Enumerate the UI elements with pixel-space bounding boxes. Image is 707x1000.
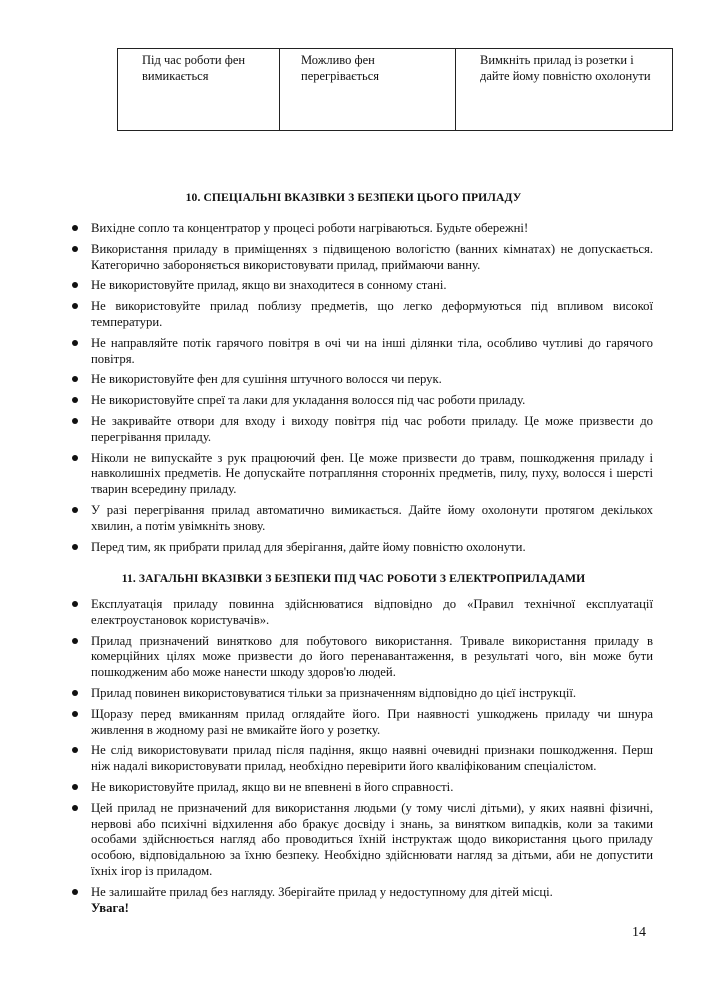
list-item: Не використовуйте прилад, якщо ви не впевнені в його справності. <box>70 780 653 796</box>
list-item: Щоразу перед вмиканням прилад оглядайте його. При наявності ушкоджень приладу чи шнура живлення в жодному разі не вмикайте його у розетку. <box>70 707 653 739</box>
bullet-icon <box>72 784 78 790</box>
section-11-list <box>70 597 653 921</box>
list-item: Прилад призначений винятково для побутового використання. Тривале використання приладу в комерційних цілях може призвести до його перенавантаження, в результаті чого, він може бути пошкодженим або може нанести шкоду здоров'ю людей. <box>70 634 653 681</box>
list-item: Не використовуйте спреї та лаки для укладання волосся під час роботи приладу. <box>70 393 653 409</box>
section-11-heading: 11. ЗАГАЛЬНІ ВКАЗІВКИ З БЕЗПЕКИ ПІД ЧАС РОБОТИ З ЕЛЕКТРОПРИЛАДАМИ <box>121 572 586 585</box>
bullet-icon <box>72 747 78 753</box>
section-10-heading: 10. СПЕЦІАЛЬНІ ВКАЗІВКИ З БЕЗПЕКИ ЦЬОГО ПРИЛАДУ <box>185 191 522 204</box>
bullet-icon <box>72 418 78 424</box>
table-cell-cause: Можливо фен перегрівається <box>279 49 455 130</box>
bullet-icon <box>72 690 78 696</box>
bullet-icon <box>72 397 78 403</box>
bullet-icon <box>72 601 78 607</box>
list-item: Не закривайте отвори для входу і виходу повітря під час роботи приладу. Це може призвести до перегрівання приладу. <box>70 414 653 446</box>
list-item: У разі перегрівання прилад автоматично вимикається. Дайте йому охолонути протягом декількох хвилин, а потім увімкніть знову. <box>70 503 653 535</box>
warning-label: Увага! <box>91 900 129 915</box>
list-item: Не використовуйте прилад поблизу предметів, що легко деформуються під впливом високої температури. <box>70 299 653 331</box>
list-item: Вихідне сопло та концентратор у процесі роботи нагріваються. Будьте обережні! <box>70 221 653 237</box>
bullet-icon <box>72 340 78 346</box>
bullet-icon <box>72 889 78 895</box>
bullet-icon <box>72 638 78 644</box>
list-item: Використання приладу в приміщеннях з підвищеною вологістю (ванних кімнатах) не допускається. Категорично забороняється використовувати прилад, приймаючи ванну. <box>70 242 653 274</box>
list-item: Не направляйте потік гарячого повітря в очі чи на інші ділянки тіла, особливо чутливі до гарячого повітря. <box>70 336 653 368</box>
list-item: Цей прилад не призначений для використання людьми (у тому числі дітьми), у яких наявні фізичні, нервові або психічні відхилення або бракує досвіду і знань, за винятком випадків, коли за такими особами здійснюється нагляд або проводиться їхній інструктаж щодо використання цього приладу особою, відповідальною за їхню безпеку. Необхідно здійснювати нагляд за дітьми, аби не допустити їхніх ігор із приладом. <box>70 801 653 880</box>
section-10-list <box>70 221 653 560</box>
bullet-icon <box>72 376 78 382</box>
bullet-icon <box>72 711 78 717</box>
list-item: Не використовуйте прилад, якщо ви знаходитеся в сонному стані. <box>70 278 653 294</box>
list-item: Ніколи не випускайте з рук працюючий фен. Це може призвести до травм, пошкодження приладу і навколишніх предметів. Не допускайте потрапляння сторонніх предметів, пилу, пуху, волосся і шерсті тварин всередину приладу. <box>70 451 653 498</box>
list-item: Прилад повинен використовуватися тільки за призначенням відповідно до цієї інструкції. <box>70 686 653 702</box>
table-cell-problem: Під час роботи фен вимикається <box>142 53 246 83</box>
bullet-icon <box>72 455 78 461</box>
table-cell-solution: Вимкніть прилад із розетки і дайте йому повністю охолонути <box>455 49 672 130</box>
bullet-icon <box>72 544 78 550</box>
bullet-icon <box>72 282 78 288</box>
bullet-icon <box>72 303 78 309</box>
bullet-icon <box>72 805 78 811</box>
list-item: Не залишайте прилад без нагляду. Зберігайте прилад у недоступному для дітей місці. Увага! <box>70 885 653 917</box>
troubleshooting-table-row <box>117 48 673 131</box>
list-item: Не слід використовувати прилад після падіння, якщо наявні очевидні признаки пошкодження. Перш ніж надалі використовувати прилад, необхідно перевірити його кваліфікованим спеціалістом. <box>70 743 653 775</box>
bullet-icon <box>72 225 78 231</box>
list-item: Не використовуйте фен для сушіння штучного волосся чи перук. <box>70 372 653 388</box>
list-item: Експлуатація приладу повинна здійснюватися відповідно до «Правил технічної експлуатації електроустановок користувачів». <box>70 597 653 629</box>
page-number: 14 <box>632 925 646 940</box>
bullet-icon <box>72 246 78 252</box>
bullet-icon <box>72 507 78 513</box>
list-item: Перед тим, як прибрати прилад для зберігання, дайте йому повністю охолонути. <box>70 540 653 556</box>
